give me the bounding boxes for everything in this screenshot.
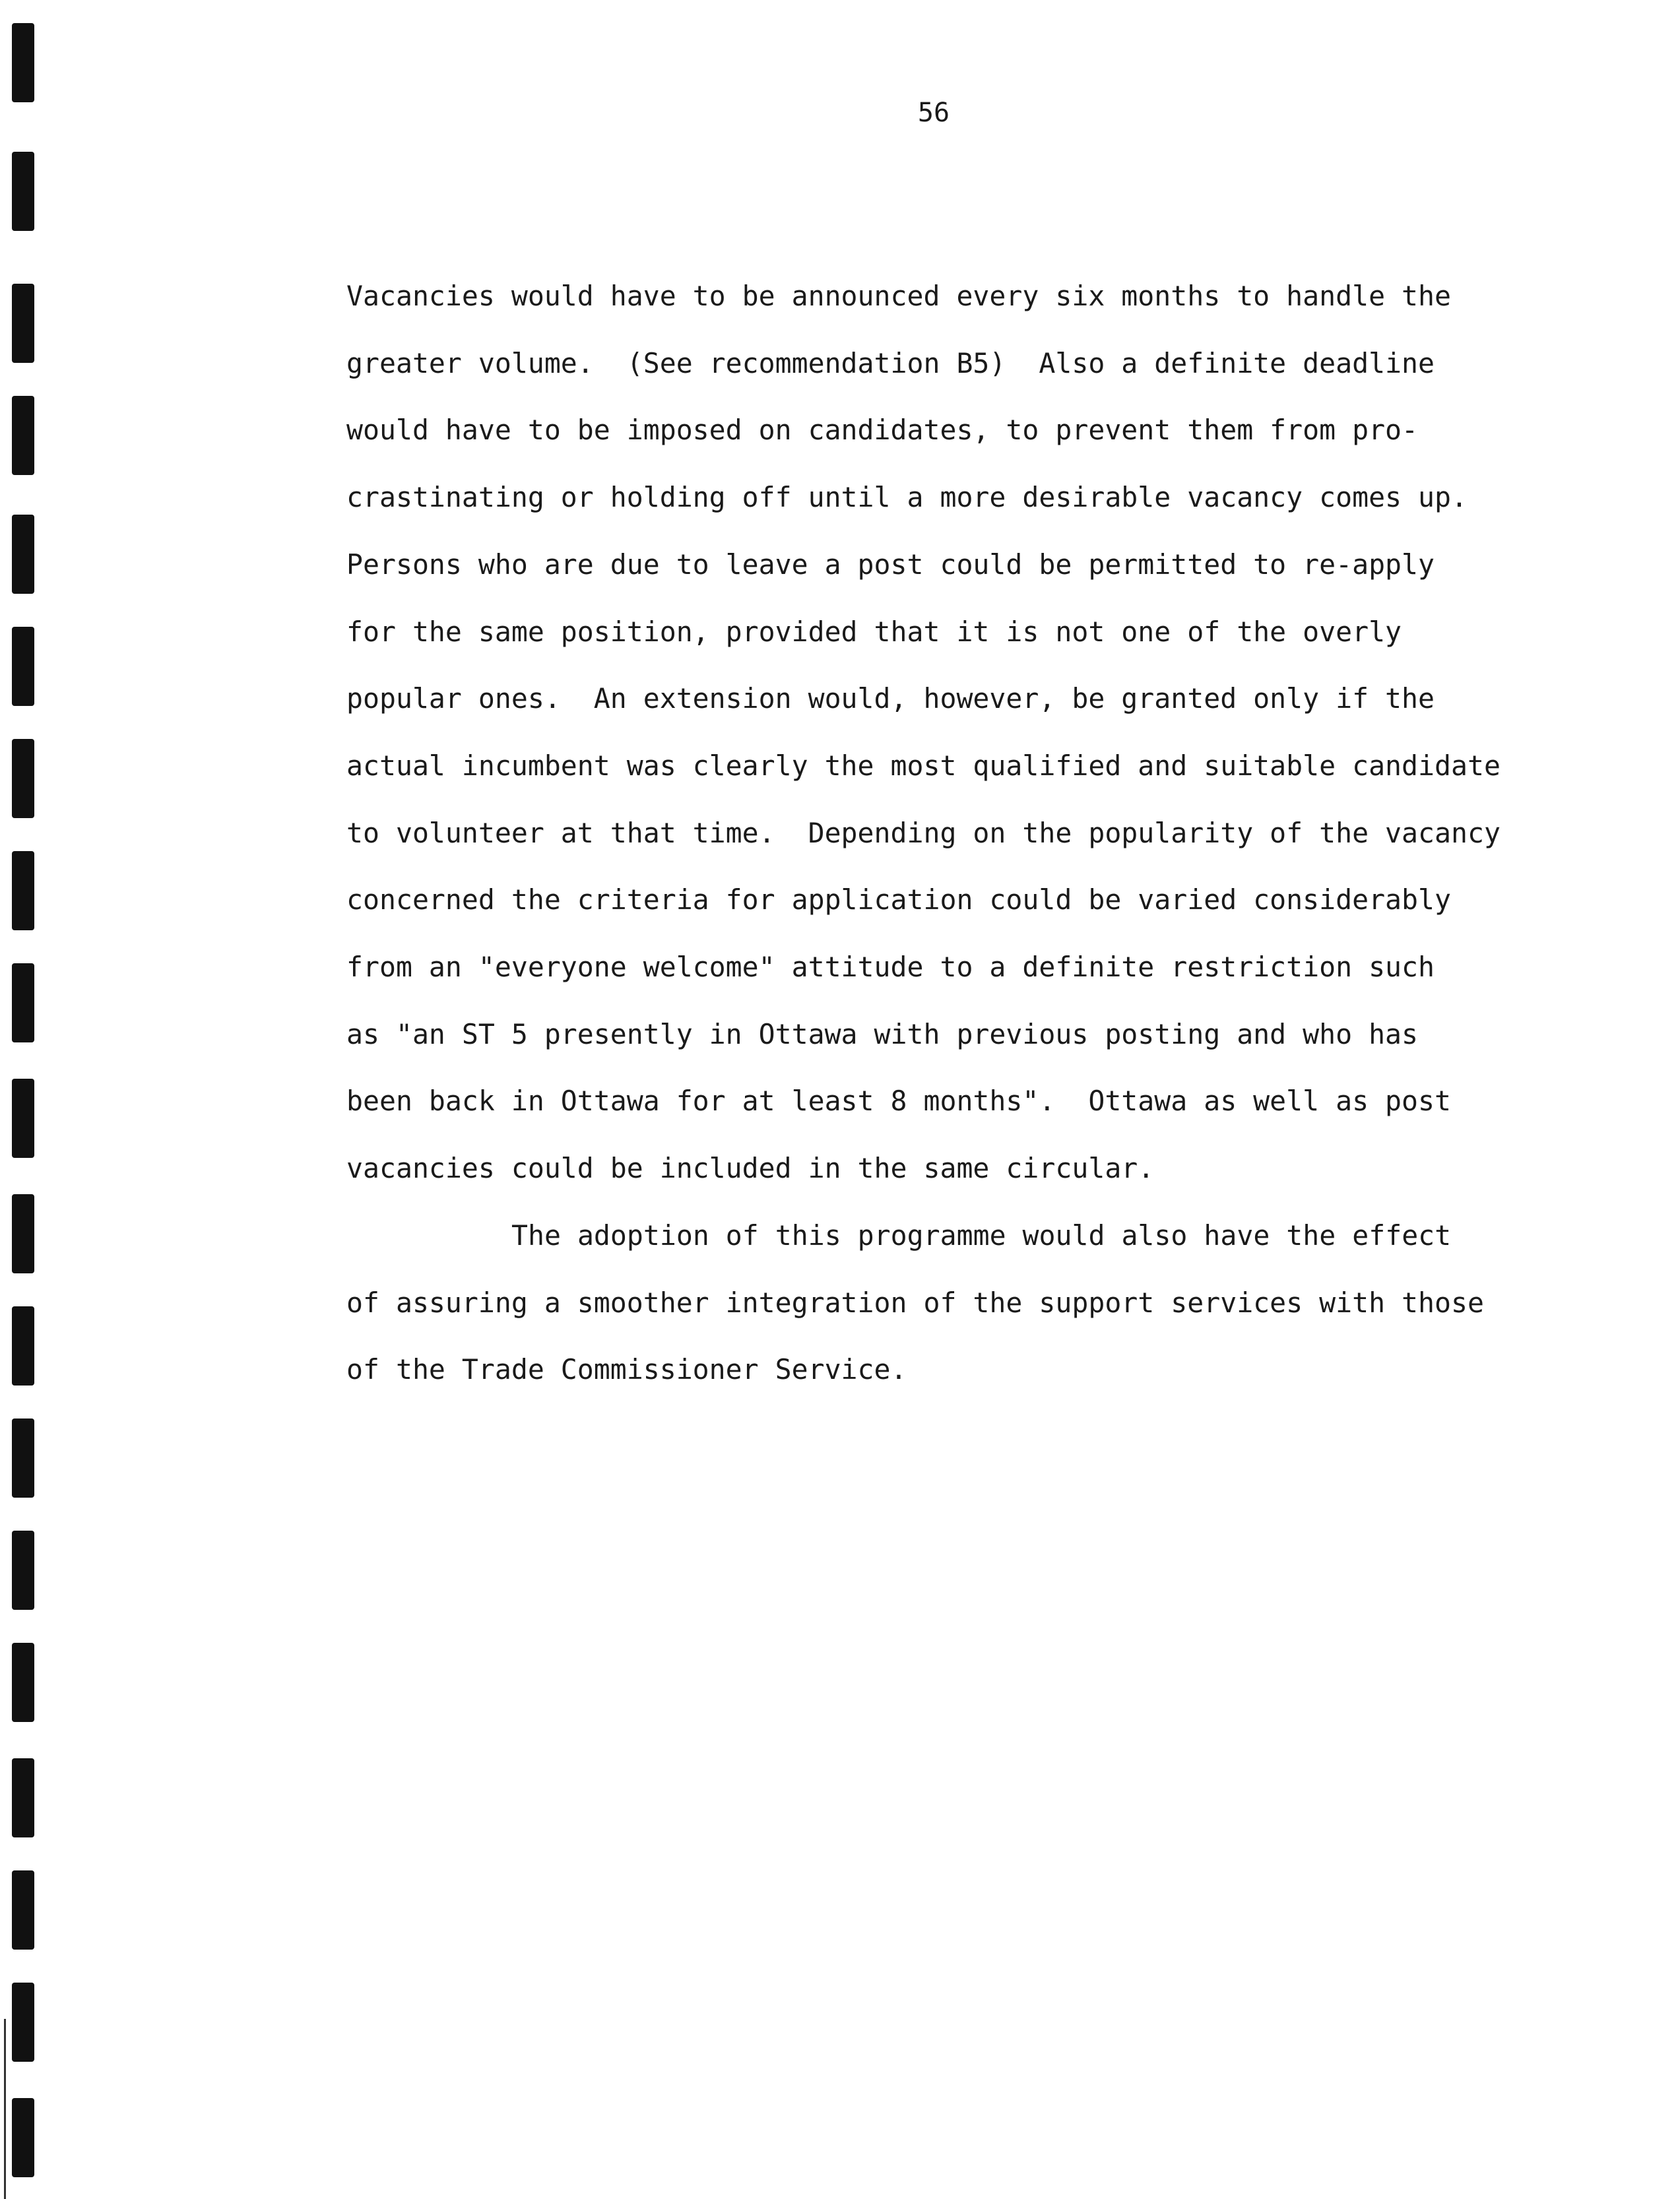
text-line: greater volume. (See recommendation B5) Also a definite deadline [346,346,1435,379]
paragraph [346,263,1600,1202]
text-line: Vacancies would have to be announced every six months to handle the [346,280,1452,312]
text-line: to volunteer at that time. Depending on the popularity of the vacancy [346,816,1501,849]
binding-mark [12,1870,34,1950]
binding-mark [12,1306,34,1386]
binding-mark [12,1194,34,1273]
binding-mark [12,1531,34,1610]
binding-mark [12,2098,34,2177]
binding-mark [12,1758,34,1837]
text-line: actual incumbent was clearly the most qualified and suitable candidate [346,749,1501,782]
text-line: for the same position, provided that it is not one of the overly [346,615,1402,648]
binding-mark [12,1418,34,1498]
text-line: crastinating or holding off until a more desirable vacancy comes up. [346,481,1468,514]
text-line: Persons who are due to leave a post could be permitted to re-apply [346,548,1435,581]
binding-mark [12,627,34,706]
binding-mark [12,739,34,818]
paragraph [346,1202,1600,1403]
text-line: vacancies could be included in the same circular. [346,1152,1155,1185]
binding-edge-line [4,2019,6,2199]
binding-mark [12,963,34,1042]
binding-mark [12,1079,34,1158]
text-line: popular ones. An extension would, however, be granted only if the [346,682,1435,715]
body-text [346,263,1600,1403]
binding-mark [12,284,34,363]
page-number: 56 [917,98,950,128]
binding-mark [12,396,34,475]
text-line: as "an ST 5 presently in Ottawa with previous posting and who has [346,1017,1419,1050]
text-line: of assuring a smoother integration of the support services with those [346,1286,1484,1319]
binding-mark [12,1643,34,1722]
binding-marks [0,0,53,2199]
binding-mark [12,851,34,930]
text-line: The adoption of this programme would also have the effect [511,1219,1452,1252]
text-line: concerned the criteria for application could be varied considerably [346,883,1452,916]
text-line: from an "everyone welcome" attitude to a definite restriction such [346,951,1435,984]
text-line: been back in Ottawa for at least 8 months". Ottawa as well as post [346,1085,1452,1118]
text-line: of the Trade Commissioner Service. [346,1353,907,1386]
text-line: would have to be imposed on candidates, to prevent them from pro- [346,414,1419,447]
binding-mark [12,152,34,231]
binding-mark [12,23,34,102]
binding-mark [12,1983,34,2062]
binding-mark [12,515,34,594]
